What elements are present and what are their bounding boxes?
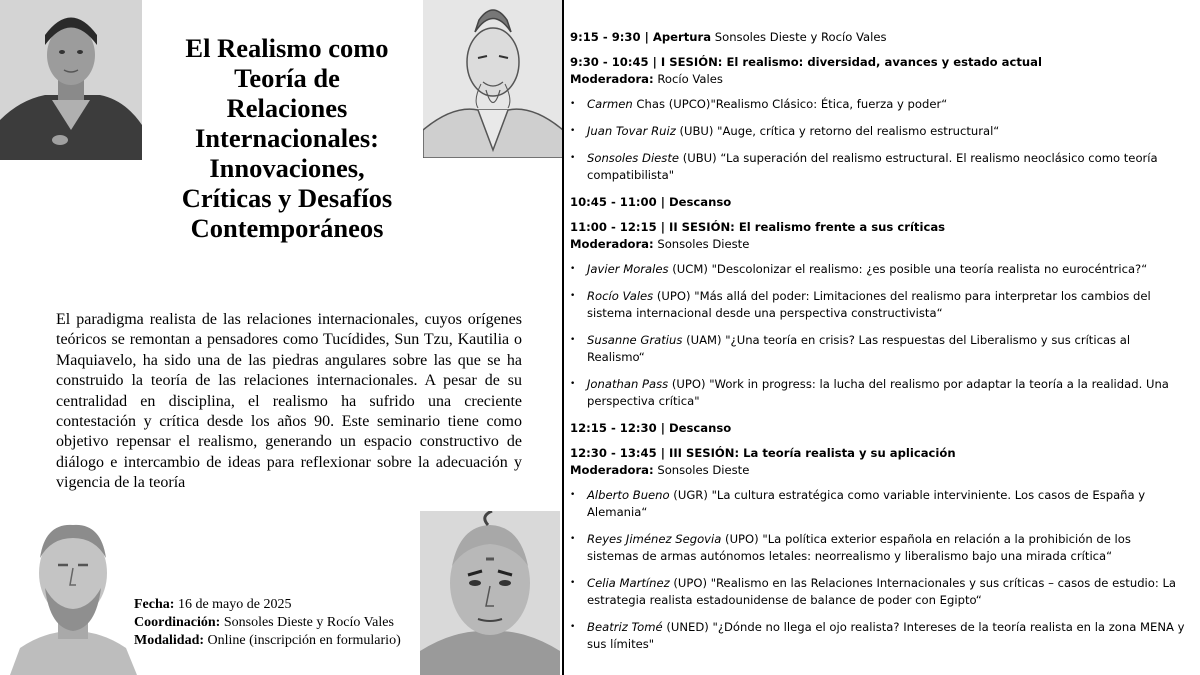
bullet-icon: • [570,291,576,301]
talk-item: • Celia Martínez (UPO) "Realismo en las Relaciones Internacionales y sus críticas – casos de estudio: La estrategia realista estadounidense de balance de poder con Egipto“ [570,576,1177,607]
title-line: El Realismo como [185,33,389,63]
session-2-heading: 11:00 - 12:15 | II SESIÓN: El realismo frente a sus críticas [570,220,946,234]
talk-item: • Javier Morales (UCM) "Descolonizar el realismo: ¿es posible una teoría realista no eurocéntrica?“ [570,262,1148,276]
break-1: 10:45 - 11:00 | Descanso [570,195,732,209]
thucydides-bust [0,513,147,675]
bullet-icon: • [570,126,576,136]
bullet-icon: • [570,622,576,632]
bullet-icon: • [570,578,576,588]
bullet-icon: • [570,153,576,163]
machiavelli-portrait [0,0,142,160]
abstract-text: El paradigma realista de las relaciones internacionales, cuyos orígenes teóricos se remontan a pensadores como Tucídides, Sun Tzu, Kautilia o Maquiavelo, ha sido una de las piedras angulares sobre las que se ha construido la teoría de las relaciones internacionales. A pesar de su centralidad en disciplina, el realismo ha sufrido una creciente contestación y crítica desde los años 90. Este seminario tiene como objetivo repensar el realismo, generando un espacio constructivo de diálogo e intercambio de ideas para reflexionar sobre la adecuación y vigencia de la teoría [56,311,522,492]
bullet-icon: • [570,490,576,500]
session-2-moderator: Moderadora: Sonsoles Dieste [570,237,750,251]
date-line: Fecha: 16 de mayo de 2025 [134,597,292,612]
title-line: Críticas y Desafíos [181,183,393,213]
opening-slot: 9:15 - 9:30 | Apertura Sonsoles Dieste y Rocío Vales [570,30,887,44]
talk-item: • Rocío Vales (UPO) "Más allá del poder: Limitaciones del realismo para interpretar los cambios del sistema internacional desde una perspectiva constructivista“ [570,289,1151,320]
talk-item: • Alberto Bueno (UGR) "La cultura estratégica como variable interviniente. Los casos de España y Alemania“ [570,488,1146,519]
session-1-heading: 9:30 - 10:45 | I SESIÓN: El realismo: diversidad, avances y estado actual [570,55,1042,69]
session-3-moderator: Moderadora: Sonsoles Dieste [570,463,750,477]
talk-item: • Beatriz Tomé (UNED) "¿Dónde no llega el ojo realista? Intereses de la teoría realista en la zona MENA y sus límites" [570,620,1185,651]
bullet-icon: • [570,335,576,345]
talk-item: • Juan Tovar Ruiz (UBU) "Auge, crítica y retorno del realismo estructural“ [570,124,1000,138]
sun-tzu-portrait [423,0,563,158]
talk-item: • Jonathan Pass (UPO) "Work in progress: la lucha del realismo por adaptar la teoría a la realidad. Una perspectiva crítica" [570,377,1169,408]
event-details [134,596,401,650]
talk-item: • Susanne Gratius (UAM) "¿Una teoría en crisis? Las respuestas del Liberalismo y sus críticas al Realismo“ [570,333,1131,364]
title-line: Internacionales: [194,123,379,153]
kautilya-portrait [420,511,560,675]
session-1-moderator: Moderadora: Rocío Vales [570,72,723,86]
event-title [152,33,422,243]
talk-item: • Reyes Jiménez Segovia (UPO) "La política exterior española en relación a la prohibición de los sistemas de armas autónomos letales: neorrealismo y liberalismo bajo una mirada crítica“ [570,532,1131,563]
bullet-icon: • [570,264,576,274]
talk-item: • Carmen Chas (UPCO)"Realismo Clásico: Ética, fuerza y poder“ [570,97,948,111]
program-schedule [570,29,1185,653]
coordination-line: Coordinación: Sonsoles Dieste y Rocío Vales [134,615,394,630]
modality-line: Modalidad: Online (inscripción en formulario) [134,633,401,648]
bullet-icon: • [570,534,576,544]
session-3-heading: 12:30 - 13:45 | III SESIÓN: La teoría realista y su aplicación [570,446,956,460]
title-line: Relaciones [226,93,348,123]
bullet-icon: • [570,379,576,389]
bullet-icon: • [570,99,576,109]
talk-item: • Sonsoles Dieste (UBU) “La superación del realismo estructural. El realismo neoclásico como teoría compatibilista" [570,151,1158,182]
title-line: Contemporáneos [190,213,384,243]
column-divider [562,0,564,675]
title-line: Innovaciones, [209,153,365,183]
break-2: 12:15 - 12:30 | Descanso [570,421,732,435]
title-line: Teoría de [234,63,340,93]
